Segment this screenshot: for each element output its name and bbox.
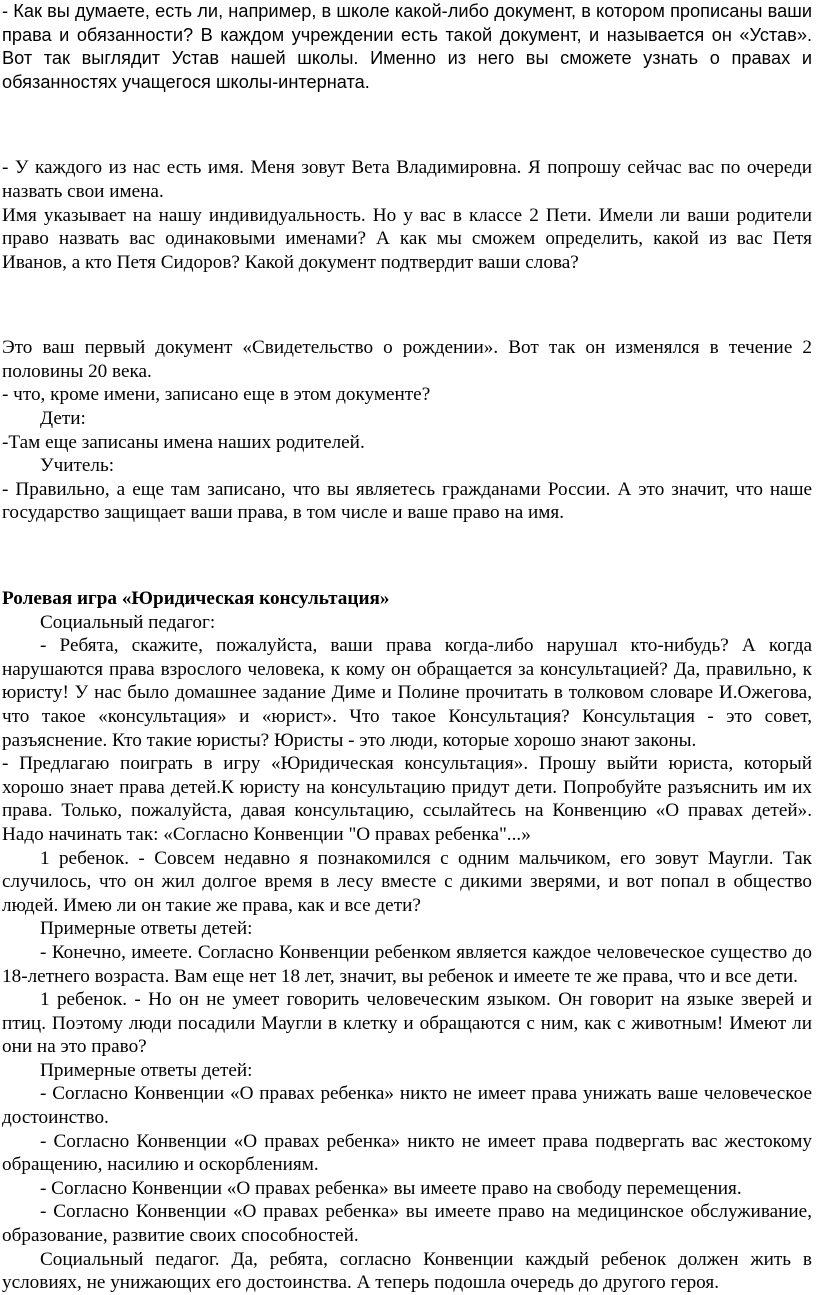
paragraph: - Предлагаю поиграть в игру «Юридическая консультация». Прошу выйти юриста, который хорошо знает права детей.К юристу на консультацию придут дети. Попробуйте разъяснить им их права. Только, пожалуйста, давая консультацию, ссылайтесь на Конвенцию «О правах детей». Надо начинать так: «Согласно Конвенции "О правах ребенка"...» (2, 753, 812, 845)
paragraph: - Ребята, скажите, пожалуйста, ваши права когда-либо нарушал кто-нибудь? А когда нарушаются права взрослого человека, к кому он обращается за консультацией? Да, правильно, к юристу! У нас было домашнее задание Диме и Полине прочитать в толковом словаре И.Ожегова, что такое «консультация» и «юрист». Что такое Консультация? Консультация - это совет, разъяснение. Кто такие юристы? Юристы - это люди, которые хорошо знают законы. (2, 635, 812, 751)
paragraph: 1 ребенок. - Совсем недавно я познакомился с одним мальчиком, его зовут Маугли. Так случилось, что он жил долгое время в лесу вместе с дикими зверями, и вот попал в общество людей. Имею ли он такие же права, как и все дети? (2, 847, 812, 916)
paragraph: Социальный педагог. Да, ребята, согласно Конвенции каждый ребенок должен жить в условиях, не унижающих его достоинства. А теперь подошла очередь до другого героя. (2, 1248, 812, 1294)
paragraph: - Правильно, а еще там записано, что вы являетесь гражданами России. А это значит, что наше государство защищает ваши права, в том числе и ваше право на имя. (2, 478, 812, 524)
paragraph: - Согласно Конвенции «О правах ребенка» никто не имеет права унижать ваше человеческое достоинство. (2, 1083, 812, 1129)
paragraph-spacer (2, 114, 812, 138)
paragraph: Учитель: (40, 455, 115, 477)
paragraph: Примерные ответы детей: (40, 1059, 253, 1081)
paragraph: 1 ребенок. - Но он не умеет говорить человеческим языком. Он говорит на языке зверей и птиц. Поэтому люди посадили Маугли в клетку и обращаются с ним, как с животным! Имеют ли они на это право? (2, 989, 812, 1058)
paragraph: Это ваш первый документ «Свидетельство о рождении». Вот так он изменялся в течение 2 половины 20 века. (2, 337, 812, 382)
paragraph: - Как вы думаете, есть ли, например, в школе какой-либо документ, в котором прописаны ваши права и обязанности? В каждом учреждении есть такой документ, и называется он «Устав». Вот так выглядит Устав нашей школы. Именно из него вы сможете узнать о правах и обязанностях учащегося школы-интерната. (2, 1, 812, 92)
paragraph: - У каждого из нас есть имя. Меня зовут Вета Владимировна. Я попрошу сейчас вас по очереди назвать свои имена. (2, 157, 812, 202)
paragraph: - Согласно Конвенции «О правах ребенка» вы имеете право на свободу перемещения. (40, 1177, 742, 1199)
paragraph: - что, кроме имени, записано еще в этом документе? (2, 384, 431, 406)
paragraph: -Там еще записаны имена наших родителей. (2, 431, 365, 453)
paragraph-spacer (2, 544, 812, 568)
paragraph-spacer (2, 294, 812, 318)
paragraph: - Конечно, имеете. Согласно Конвенции ребенком является каждое человеческое существо до 18-летнего возраста. Вам еще нет 18 лет, значит, вы ребенок и имеете те же права, что и все дети. (2, 941, 812, 987)
paragraph: Дети: (40, 408, 86, 430)
paragraph: - Согласно Конвенции «О правах ребенка» вы имеете право на медицинское обслуживание, образование, развитие своих способностей. (2, 1201, 812, 1247)
section-heading: Ролевая игра «Юридическая консультация» (2, 588, 390, 609)
paragraph: Социальный педагог: (40, 611, 216, 633)
paragraph: - Согласно Конвенции «О правах ребенка» никто не имеет права подвергать вас жестокому обращению, насилию и оскорблениям. (2, 1130, 812, 1176)
paragraph: Имя указывает на нашу индивидуальность. Но у вас в классе 2 Пети. Имели ли ваши родители право назвать вас одинаковыми именами? А как мы сможем определить, какой из вас Петя Иванов, а кто Петя Сидоров? Какой документ подтвердит ваши слова? (2, 204, 812, 273)
paragraph: Примерные ответы детей: (40, 918, 253, 940)
